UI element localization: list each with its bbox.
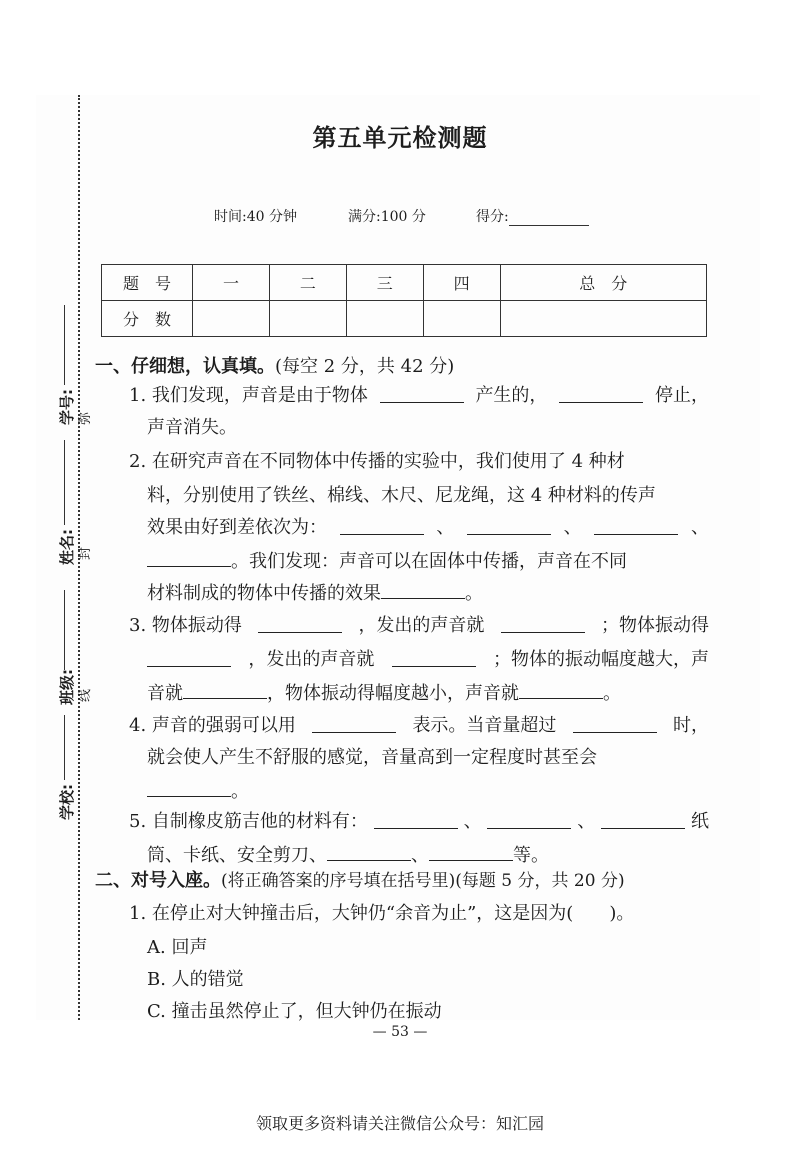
binding-feng: 封 <box>78 546 93 560</box>
time-info: 时间:40 分钟 <box>214 209 297 225</box>
q5-sep: 、 <box>463 811 482 832</box>
q2-blank-1[interactable] <box>340 514 424 535</box>
q1-text: 产生的， <box>475 385 548 406</box>
q4-line3 <box>147 776 727 804</box>
header-cell: 三 <box>346 265 423 301</box>
row-label-cell: 分 数 <box>102 301 193 337</box>
q4-blank-1[interactable] <box>312 712 396 733</box>
q3-line3 <box>147 678 727 706</box>
score-table-score-row <box>102 301 707 337</box>
name-blank <box>64 440 65 525</box>
q5-text: 纸 <box>690 811 709 832</box>
header-cell: 一 <box>193 265 270 301</box>
q5-blank-3[interactable] <box>601 808 685 829</box>
q4-text: 。 <box>231 781 249 802</box>
binding-mi: 弥 <box>78 411 93 425</box>
q1-text: 1. 我们发现，声音是由于物体 <box>129 385 368 406</box>
id-blank <box>64 305 65 385</box>
q2-text: 材料制成的物体中传播的效果 <box>147 583 381 604</box>
page-number: — 53 — <box>372 1024 428 1040</box>
q5-blank-2[interactable] <box>487 808 571 829</box>
score-cell[interactable] <box>346 301 423 337</box>
section2-title: 二、对号入座。 <box>95 870 221 891</box>
q5-blank-5[interactable] <box>429 840 513 861</box>
q3-text: ，发出的声音就 <box>358 615 485 636</box>
score-info <box>476 206 589 226</box>
q2-sep: 、 <box>690 517 709 538</box>
q3-text: ；物体的振动幅度越大，声 <box>492 649 709 670</box>
q2-blank-3[interactable] <box>594 514 678 535</box>
q5-text: 等。 <box>513 845 549 866</box>
q2-line3 <box>147 514 709 542</box>
q4-line2: 就会使人产生不舒服的感觉，音量高到一定程度时甚至会 <box>147 747 597 768</box>
section1-note: (每空 2 分，共 42 分) <box>275 356 455 377</box>
page-title: 第五单元检测题 <box>312 124 488 152</box>
q3-blank-2[interactable] <box>501 612 585 633</box>
score-cell[interactable] <box>423 301 500 337</box>
school-label: 学校: <box>58 784 76 820</box>
q3-blank-1[interactable] <box>258 612 342 633</box>
q1-line2: 声音消失。 <box>147 417 237 438</box>
school-blank <box>64 715 65 780</box>
q3-text: ，物体振动得幅度越小，声音就 <box>267 683 519 704</box>
section1-heading <box>95 352 454 378</box>
s2-q1-option-a[interactable]: A. 回声 <box>147 937 208 958</box>
q5-text: 5. 自制橡皮筋吉他的材料有： <box>129 811 368 832</box>
q3-text: ，发出的声音就 <box>248 649 375 670</box>
s2-q1-option-c[interactable]: C. 撞击虽然停止了，但大钟仍在振动 <box>147 1001 442 1022</box>
q4-text: 4. 声音的强弱可以用 <box>129 715 296 736</box>
section2-note: (将正确答案的序号填在括号里)(每题 5 分，共 20 分) <box>221 871 625 891</box>
q3-text: 3. 物体振动得 <box>129 615 242 636</box>
q3-blank-3[interactable] <box>147 646 231 667</box>
q5-sep: 、 <box>577 811 596 832</box>
q3-blank-6[interactable] <box>519 678 603 699</box>
q5-blank-4[interactable] <box>327 840 411 861</box>
q3-text: 音就 <box>147 683 183 704</box>
q1-blank-2[interactable] <box>559 382 643 403</box>
score-label: 得分: <box>476 209 509 225</box>
header-cell: 二 <box>269 265 346 301</box>
score-cell[interactable] <box>193 301 270 337</box>
header-cell: 题 号 <box>102 265 193 301</box>
q3-line1 <box>129 612 709 640</box>
q5-line2 <box>147 840 727 868</box>
q5-blank-1[interactable] <box>374 808 458 829</box>
binding-xian: 线 <box>78 688 93 702</box>
q2-line5 <box>147 578 727 606</box>
q2-sep: 、 <box>436 517 455 538</box>
score-table-header-row <box>102 265 707 301</box>
score-cell[interactable] <box>269 301 346 337</box>
q5-sep: 、 <box>411 845 429 866</box>
id-label: 学号: <box>58 389 76 425</box>
full-score-info: 满分:100 分 <box>348 209 426 225</box>
q2-text: 。 <box>465 583 483 604</box>
section1-title: 一、仔细想，认真填。 <box>95 356 275 377</box>
q4-line1 <box>129 712 709 740</box>
name-label: 姓名: <box>58 529 76 565</box>
q2-text: 效果由好到差依次为： <box>147 517 327 538</box>
header-cell: 总 分 <box>500 265 706 301</box>
q5-line1 <box>129 808 709 836</box>
score-table <box>101 264 707 337</box>
class-blank <box>64 590 65 670</box>
class-label: 班级: <box>58 669 76 705</box>
q2-blank-4[interactable] <box>147 546 231 567</box>
q4-text: 表示。当音量超过 <box>412 715 557 736</box>
q5-text: 筒、卡纸、安全剪刀、 <box>147 845 327 866</box>
score-cell[interactable] <box>500 301 706 337</box>
q2-sep: 、 <box>563 517 582 538</box>
q4-text: 时， <box>672 715 709 736</box>
score-blank[interactable] <box>509 211 589 226</box>
q2-line2: 料，分别使用了铁丝、棉线、木尺、尼龙绳，这 4 种材料的传声 <box>147 485 656 506</box>
q2-line4 <box>147 546 727 574</box>
q1-blank-1[interactable] <box>380 382 464 403</box>
q2-line1: 2. 在研究声音在不同物体中传播的实验中，我们使用了 4 种材 <box>129 451 625 472</box>
header-cell: 四 <box>423 265 500 301</box>
q4-blank-3[interactable] <box>147 776 231 797</box>
footer-note: 领取更多资料请关注微信公众号：知汇园 <box>255 1114 544 1133</box>
q2-blank-2[interactable] <box>467 514 551 535</box>
q3-blank-4[interactable] <box>392 646 476 667</box>
q3-text: ；物体振动得 <box>600 615 709 636</box>
section2-heading <box>95 866 625 892</box>
q2-blank-5[interactable] <box>381 578 465 599</box>
s2-q1-option-b[interactable]: B. 人的错觉 <box>147 969 244 990</box>
q1-line1 <box>129 382 709 410</box>
q2-text: 。我们发现：声音可以在固体中传播，声音在不同 <box>231 551 627 572</box>
q4-blank-2[interactable] <box>573 712 657 733</box>
q1-text: 停止， <box>654 385 709 406</box>
q3-blank-5[interactable] <box>183 678 267 699</box>
s2-q1: 1. 在停止对大钟撞击后，大钟仍“余音为止”，这是因为( )。 <box>129 903 635 924</box>
q3-line2 <box>147 646 709 674</box>
q3-text: 。 <box>603 683 621 704</box>
